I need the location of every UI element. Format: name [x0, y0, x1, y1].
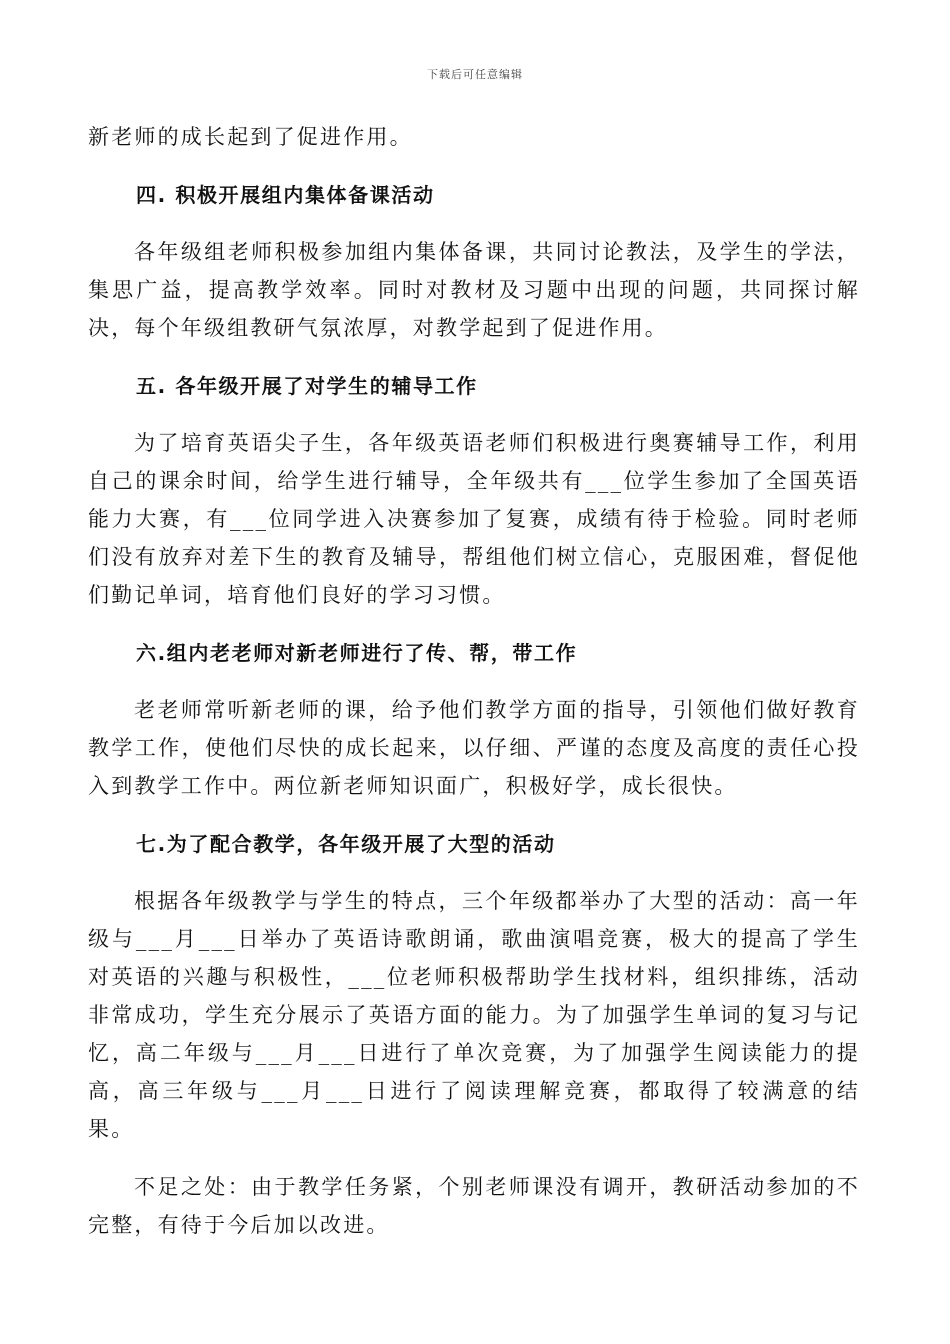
section-heading-5: 五. 各年级开展了对学生的辅导工作	[136, 374, 478, 398]
document-body	[88, 118, 860, 1244]
paragraph-collective-lesson-prep: 各年级组老师积极参加组内集体备课，共同讨论教法，及学生的学法，集思广益，提高教学效率。同时对教材及习题中出现的问题，共同探讨解决，每个年级组教研气氛浓厚，对教学起到了促进作用。	[88, 240, 860, 340]
page-header: 下载后可任意编辑	[427, 68, 523, 81]
paragraph-student-tutoring: 为了培育英语尖子生，各年级英语老师们积极进行奥赛辅导工作，利用自己的课余时间，给学生进行辅导，全年级共有___位学生参加了全国英语能力大赛，有___位同学进入决赛参加了复赛，成绩有待于检验。同时老师们没有放弃对差下生的教育及辅导，帮组他们树立信心，克服困难，督促他们勤记单词，培育他们良好的学习习惯。	[88, 431, 860, 607]
paragraph-mentoring: 老老师常听新老师的课，给予他们教学方面的指导，引领他们做好教育教学工作，使他们尽快的成长起来，以仔细、严谨的态度及高度的责任心投入到教学工作中。两位新老师知识面广，积极好学，成长很快。	[88, 698, 860, 798]
paragraph-shortcomings: 不足之处：由于教学任务紧，个别老师课没有调开，教研活动参加的不完整，有待于今后加以改进。	[88, 1175, 860, 1237]
section-heading-6: 六.组内老老师对新老师进行了传、帮，带工作	[136, 641, 578, 665]
paragraph-continuation: 新老师的成长起到了促进作用。	[88, 125, 413, 149]
paragraph-activities: 根据各年级教学与学生的特点，三个年级都举办了大型的活动：高一年级与___月___日举办了英语诗歌朗诵，歌曲演唱竞赛，极大的提高了学生对英语的兴趣与积极性，___位老师积极帮助学生找材料，组织排练，活动非常成功，学生充分展示了英语方面的能力。为了加强学生单词的复习与记忆，高二年级与___月___日进行了单次竞赛，为了加强学生阅读能力的提高，高三年级与___月___日进行了阅读理解竞赛，都取得了较满意的结果。	[88, 889, 860, 1141]
section-heading-4: 四. 积极开展组内集体备课活动	[136, 183, 435, 207]
section-heading-7: 七.为了配合教学，各年级开展了大型的活动	[136, 832, 556, 856]
